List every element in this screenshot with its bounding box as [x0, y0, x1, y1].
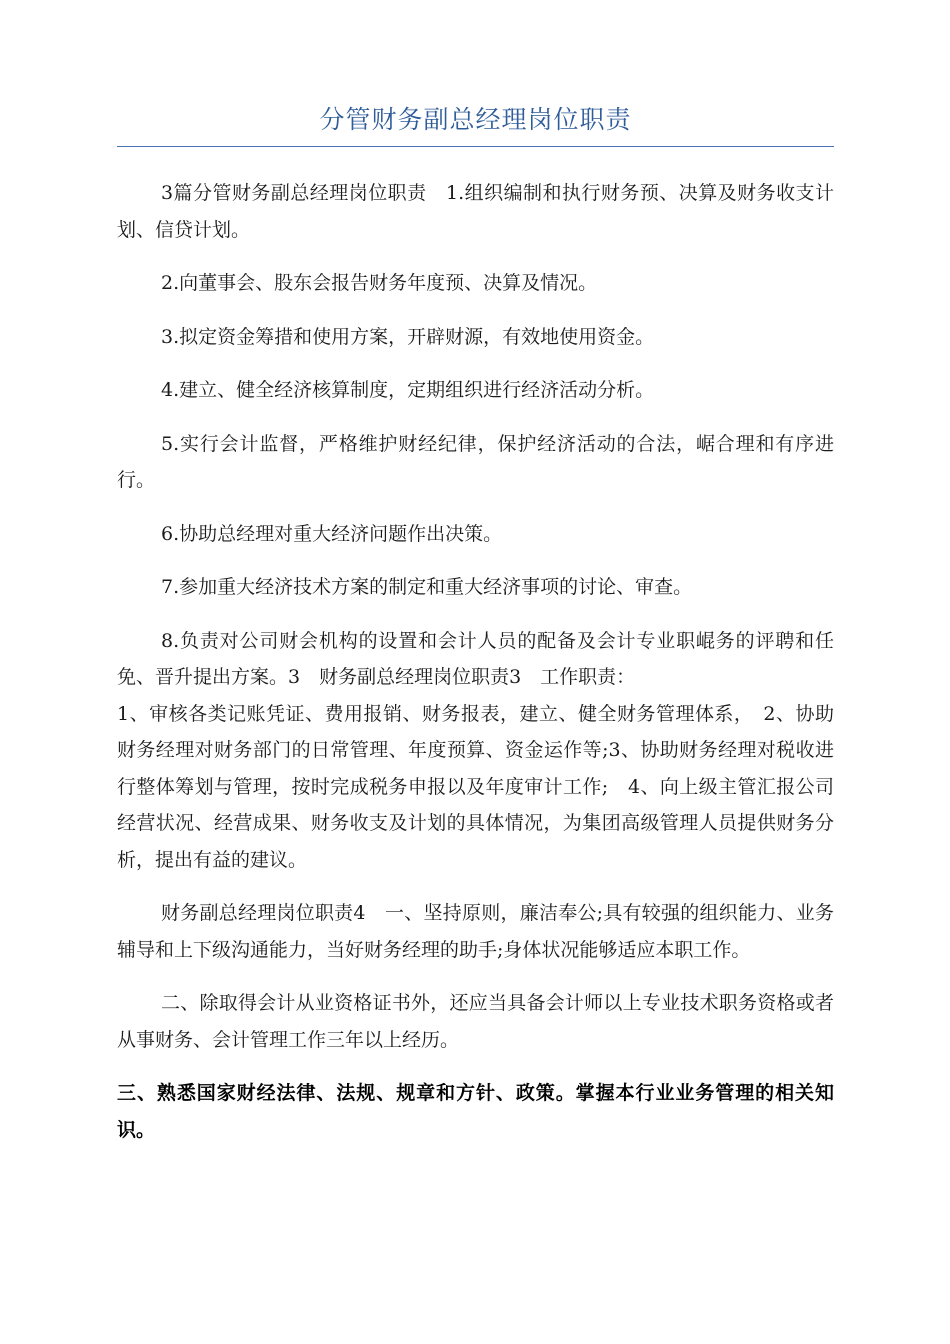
paragraph-item-7: 7.参加重大经济技术方案的制定和重大经济事项的讨论、审查。: [161, 576, 693, 598]
document-title: 分管财务副总经理岗位职责: [319, 105, 632, 134]
paragraph-item-6: 6.协助总经理对重大经济问题作出决策。: [161, 522, 503, 545]
paragraph-section-4-three: 三、熟悉国家财经法律、法规、规章和方针、政策。掌握本行业业务管理的相关知识。: [117, 1082, 834, 1141]
paragraph-item-3: 3.拟定资金筹措和使用方案，开辟财源，有效地使用资金。: [161, 325, 655, 348]
paragraph-intro: 3篇分管财务副总经理岗位职责 1.组织编制和执行财务预、决算及财务收支计划、信贷计划。: [117, 182, 834, 241]
paragraph-item-4: 4.建立、健全经济核算制度，定期组织进行经济活动分析。: [161, 379, 655, 401]
paragraph-item-8: 8.负责对公司财会机构的设置和会计人员的配备及会计专业职崐务的评聘和任免、晋升提出方案。3 财务副总经理岗位职责3 工作职责：: [117, 629, 834, 688]
paragraph-section-4-two: 二、除取得会计从业资格证书外，还应当具备会计师以上专业技术职务资格或者从事财务、会计管理工作三年以上经历。: [117, 992, 834, 1051]
paragraph-item-2: 2.向董事会、股东会报告财务年度预、决算及情况。: [161, 272, 598, 294]
paragraph-item-5: 5.实行会计监督，严格维护财经纪律，保护经济活动的合法，崌合理和有序进行。: [117, 432, 834, 491]
paragraph-work-duties: 1、审核各类记账凭证、费用报销、财务报表，建立、健全财务管理体系， 2、协助财务经理对财务部门的日常管理、年度预算、资金运作等;3、协助财务经理对税收进行整体筹划与管理，按时完成税务申报以及年度审计工作; 4、向上级主管汇报公司经营状况、经营成果、财务收支及计划的具体情况，为集团高级管理人员提供财务分析，提出有益的建议。: [117, 702, 834, 871]
title-underline: [117, 146, 834, 147]
document-page: [117, 100, 834, 1165]
paragraph-section-4-one: 财务副总经理岗位职责4 一、坚持原则，廉洁奉公;具有较强的组织能力、业务辅导和上下级沟通能力，当好财务经理的助手;身体状况能够适应本职工作。: [117, 902, 834, 961]
